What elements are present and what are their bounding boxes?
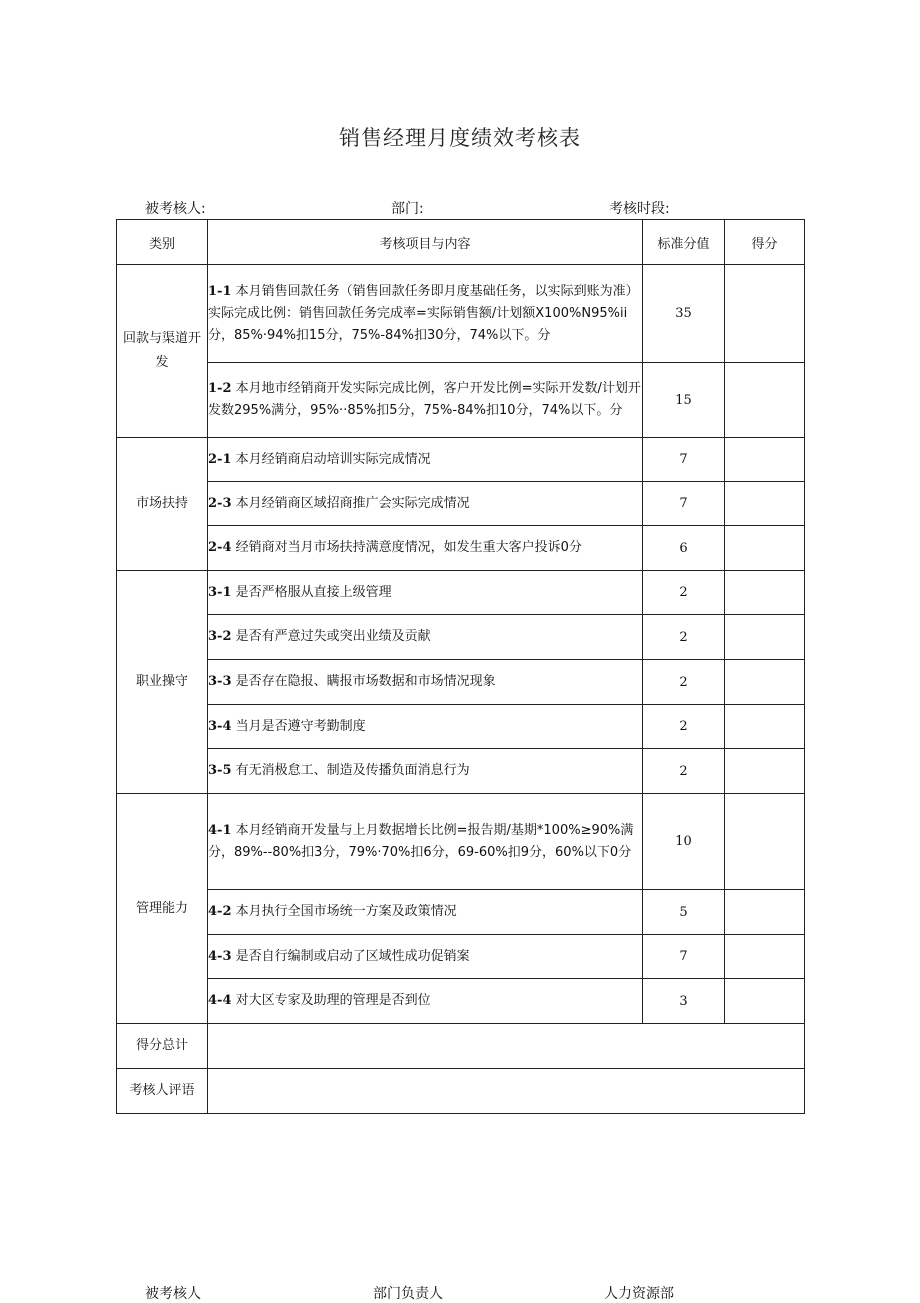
score-input-cell[interactable] (725, 265, 805, 363)
item-cell (208, 438, 643, 482)
item-cell (208, 615, 643, 660)
score-input-cell[interactable] (725, 705, 805, 749)
standard-score: 35 (643, 265, 725, 363)
item-cell (208, 705, 643, 749)
score-input-cell[interactable] (725, 571, 805, 615)
standard-score: 2 (643, 749, 725, 794)
standard-score: 3 (643, 979, 725, 1024)
standard-score: 7 (643, 482, 725, 526)
standard-score: 2 (643, 705, 725, 749)
score-input-cell[interactable] (725, 979, 805, 1024)
comment-label: 考核人评语 (117, 1069, 208, 1114)
item-cell (208, 660, 643, 705)
total-value-cell[interactable] (208, 1024, 805, 1069)
header-content: 考核项目与内容 (208, 220, 643, 265)
item-text: 当月是否遵守考勤制度 (235, 718, 366, 734)
item-code: 2-1 (208, 451, 232, 467)
table-row (117, 705, 805, 749)
table-row (117, 363, 805, 438)
table-row (117, 749, 805, 794)
standard-score: 2 (643, 660, 725, 705)
score-input-cell[interactable] (725, 794, 805, 890)
score-input-cell[interactable] (725, 749, 805, 794)
comment-row (117, 1069, 805, 1114)
item-code: 3-2 (208, 629, 232, 644)
item-code: 4-1 (208, 822, 232, 838)
standard-score: 5 (643, 890, 725, 935)
score-input-cell[interactable] (725, 615, 805, 660)
score-input-cell[interactable] (725, 526, 805, 571)
score-input-cell[interactable] (725, 890, 805, 935)
table-row (117, 979, 805, 1024)
score-input-cell[interactable] (725, 363, 805, 438)
item-code: 1-1 (208, 283, 232, 299)
item-cell (208, 890, 643, 935)
assessment-table (116, 219, 805, 1114)
item-text: 本月经销商区域招商推广会实际完成情况 (235, 495, 470, 511)
item-text: 本月经销商启动培训实际完成情况 (235, 451, 431, 467)
page-title: 销售经理月度绩效考核表 (339, 126, 581, 150)
item-cell (208, 482, 643, 526)
score-input-cell[interactable] (725, 935, 805, 979)
item-code: 1-2 (208, 381, 232, 396)
table-row (117, 571, 805, 615)
item-cell (208, 363, 643, 438)
item-code: 4-4 (208, 993, 232, 1008)
table-row (117, 890, 805, 935)
category-cell: 管理能力 (117, 794, 208, 1024)
table-row (117, 660, 805, 705)
standard-score: 2 (643, 615, 725, 660)
period-label: 考核时段: (609, 201, 670, 217)
item-text: 本月地市经销商开发实际完成比例，客户开发比例=实际开发数/计划开发数295%满分，95%··85%扣5分，75%-84%扣10分，74%以下。分 (208, 381, 641, 418)
category-cell: 市场扶持 (117, 438, 208, 571)
table-row (117, 794, 805, 890)
total-label: 得分总计 (117, 1024, 208, 1069)
item-text: 是否严格服从直接上级管理 (235, 584, 392, 600)
header-standard: 标准分值 (643, 220, 725, 265)
item-text: 本月执行全国市场统一方案及政策情况 (235, 904, 457, 919)
item-code: 4-2 (208, 904, 232, 919)
item-cell (208, 794, 643, 890)
item-text: 本月销售回款任务（销售回款任务即月度基础任务，以实际到账为准）实际完成比例：销售回款任务完成率=实际销售额/计划额X100%N95%ii分，85%·94%扣15分，75%-84%扣30分，74%以下。分 (208, 283, 639, 343)
standard-score: 7 (643, 935, 725, 979)
standard-score: 6 (643, 526, 725, 571)
score-input-cell[interactable] (725, 482, 805, 526)
standard-score: 2 (643, 571, 725, 615)
item-cell (208, 935, 643, 979)
table-row (117, 615, 805, 660)
standard-score: 15 (643, 363, 725, 438)
item-text: 本月经销商开发量与上月数据增长比例=报告期/基期*100%≥90%满分，89%--80%扣3分，79%·70%扣6分，69-60%扣9分，60%以下0分 (208, 822, 634, 860)
table-row (117, 482, 805, 526)
table-row (117, 935, 805, 979)
standard-score: 7 (643, 438, 725, 482)
footer-dept-head: 部门负责人 (373, 1286, 443, 1302)
item-text: 是否有严意过失或突出业绩及贡献 (235, 629, 431, 644)
item-cell (208, 571, 643, 615)
header-score: 得分 (725, 220, 805, 265)
item-text: 对大区专家及助理的管理是否到位 (235, 993, 431, 1008)
item-code: 3-5 (208, 763, 232, 778)
item-text: 有无消极怠工、制造及传播负面消息行为 (235, 763, 470, 778)
standard-score: 10 (643, 794, 725, 890)
examinee-label: 被考核人: (145, 201, 206, 217)
footer-hr: 人力资源部 (604, 1286, 674, 1302)
footer-examinee: 被考核人 (145, 1286, 201, 1302)
item-cell (208, 979, 643, 1024)
item-code: 4-3 (208, 948, 232, 964)
item-cell (208, 749, 643, 794)
category-cell: 回款与渠道开发 (117, 265, 208, 438)
header-row (117, 220, 805, 265)
item-text: 经销商对当月市场扶持满意度情况，如发生重大客户投诉0分 (235, 540, 582, 555)
category-cell: 职业操守 (117, 571, 208, 794)
item-text: 是否存在隐报、瞒报市场数据和市场情况现象 (235, 674, 496, 689)
item-code: 2-3 (208, 495, 232, 511)
table-row (117, 526, 805, 571)
total-row (117, 1024, 805, 1069)
item-code: 3-4 (208, 718, 232, 734)
item-cell (208, 526, 643, 571)
department-label: 部门: (391, 201, 424, 217)
item-code: 2-4 (208, 540, 232, 555)
table-row (117, 438, 805, 482)
item-text: 是否自行编制或启动了区域性成功促销案 (235, 948, 470, 964)
score-input-cell[interactable] (725, 438, 805, 482)
item-code: 3-1 (208, 584, 232, 600)
score-input-cell[interactable] (725, 660, 805, 705)
comment-cell[interactable] (208, 1069, 805, 1114)
item-code: 3-3 (208, 674, 232, 689)
table-row (117, 265, 805, 363)
header-category: 类别 (117, 220, 208, 265)
item-cell (208, 265, 643, 363)
